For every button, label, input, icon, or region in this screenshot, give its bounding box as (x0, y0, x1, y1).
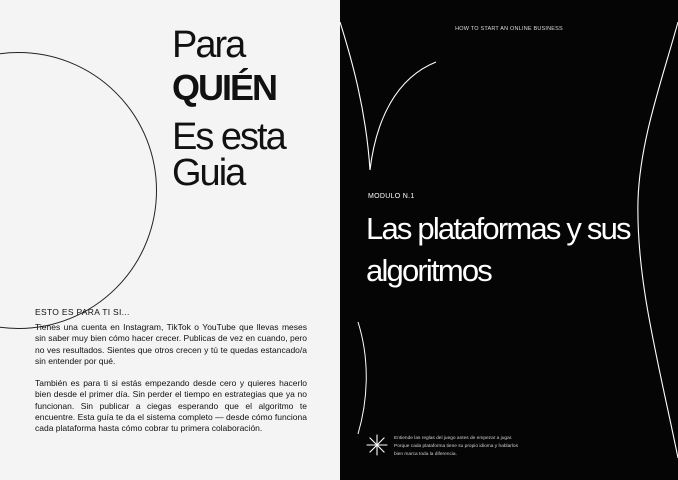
page-title (172, 26, 285, 192)
decorative-circle (0, 52, 157, 329)
section-kicker: ESTO ES PARA TI SI... (35, 307, 130, 317)
module-title-line-1: Las plataformas y sus (366, 211, 630, 246)
module-caption: Entiende las reglas del juego antes de empezar a jugar. Porque cada plataforma tiene su propio idioma y hablarlos bien marca toda la diferencia. (394, 436, 518, 457)
title-line-2: QUIÉN (172, 67, 277, 108)
module-label: MODULO N.1 (368, 193, 415, 200)
title-line-4: Guia (172, 152, 245, 194)
running-header: HOW TO START AN ONLINE BUSINESS (455, 26, 563, 32)
module-title-line-2: algoritmos (366, 252, 491, 288)
title-line-1: Para (172, 24, 245, 66)
right-page (340, 0, 678, 480)
sparkle-star-icon (366, 434, 388, 456)
body-paragraph-2: También es para ti si estás empezando desde cero y quieres hacerlo bien desde el primer día. Sin perder el tiempo en estrategias que ya no funcionan. Sin publicar a ciegas esperando que el algoritmo te encuentre. Esta guía te da el sistema completo — desde cómo funciona cada plataforma hasta cómo cobrar tu primera colaboración. (35, 378, 307, 434)
title-line-3: Es esta (172, 116, 285, 158)
body-paragraph-1: Tienes una cuenta en Instagram, TikTok o YouTube que llevas meses sin saber muy bien cómo hacer crecer. Publicas de vez en cuando, pero no ves resultados. Sientes que otros crecen y tú te quedas estancado/a sin entender por qué. (35, 322, 307, 366)
module-title (366, 208, 630, 292)
